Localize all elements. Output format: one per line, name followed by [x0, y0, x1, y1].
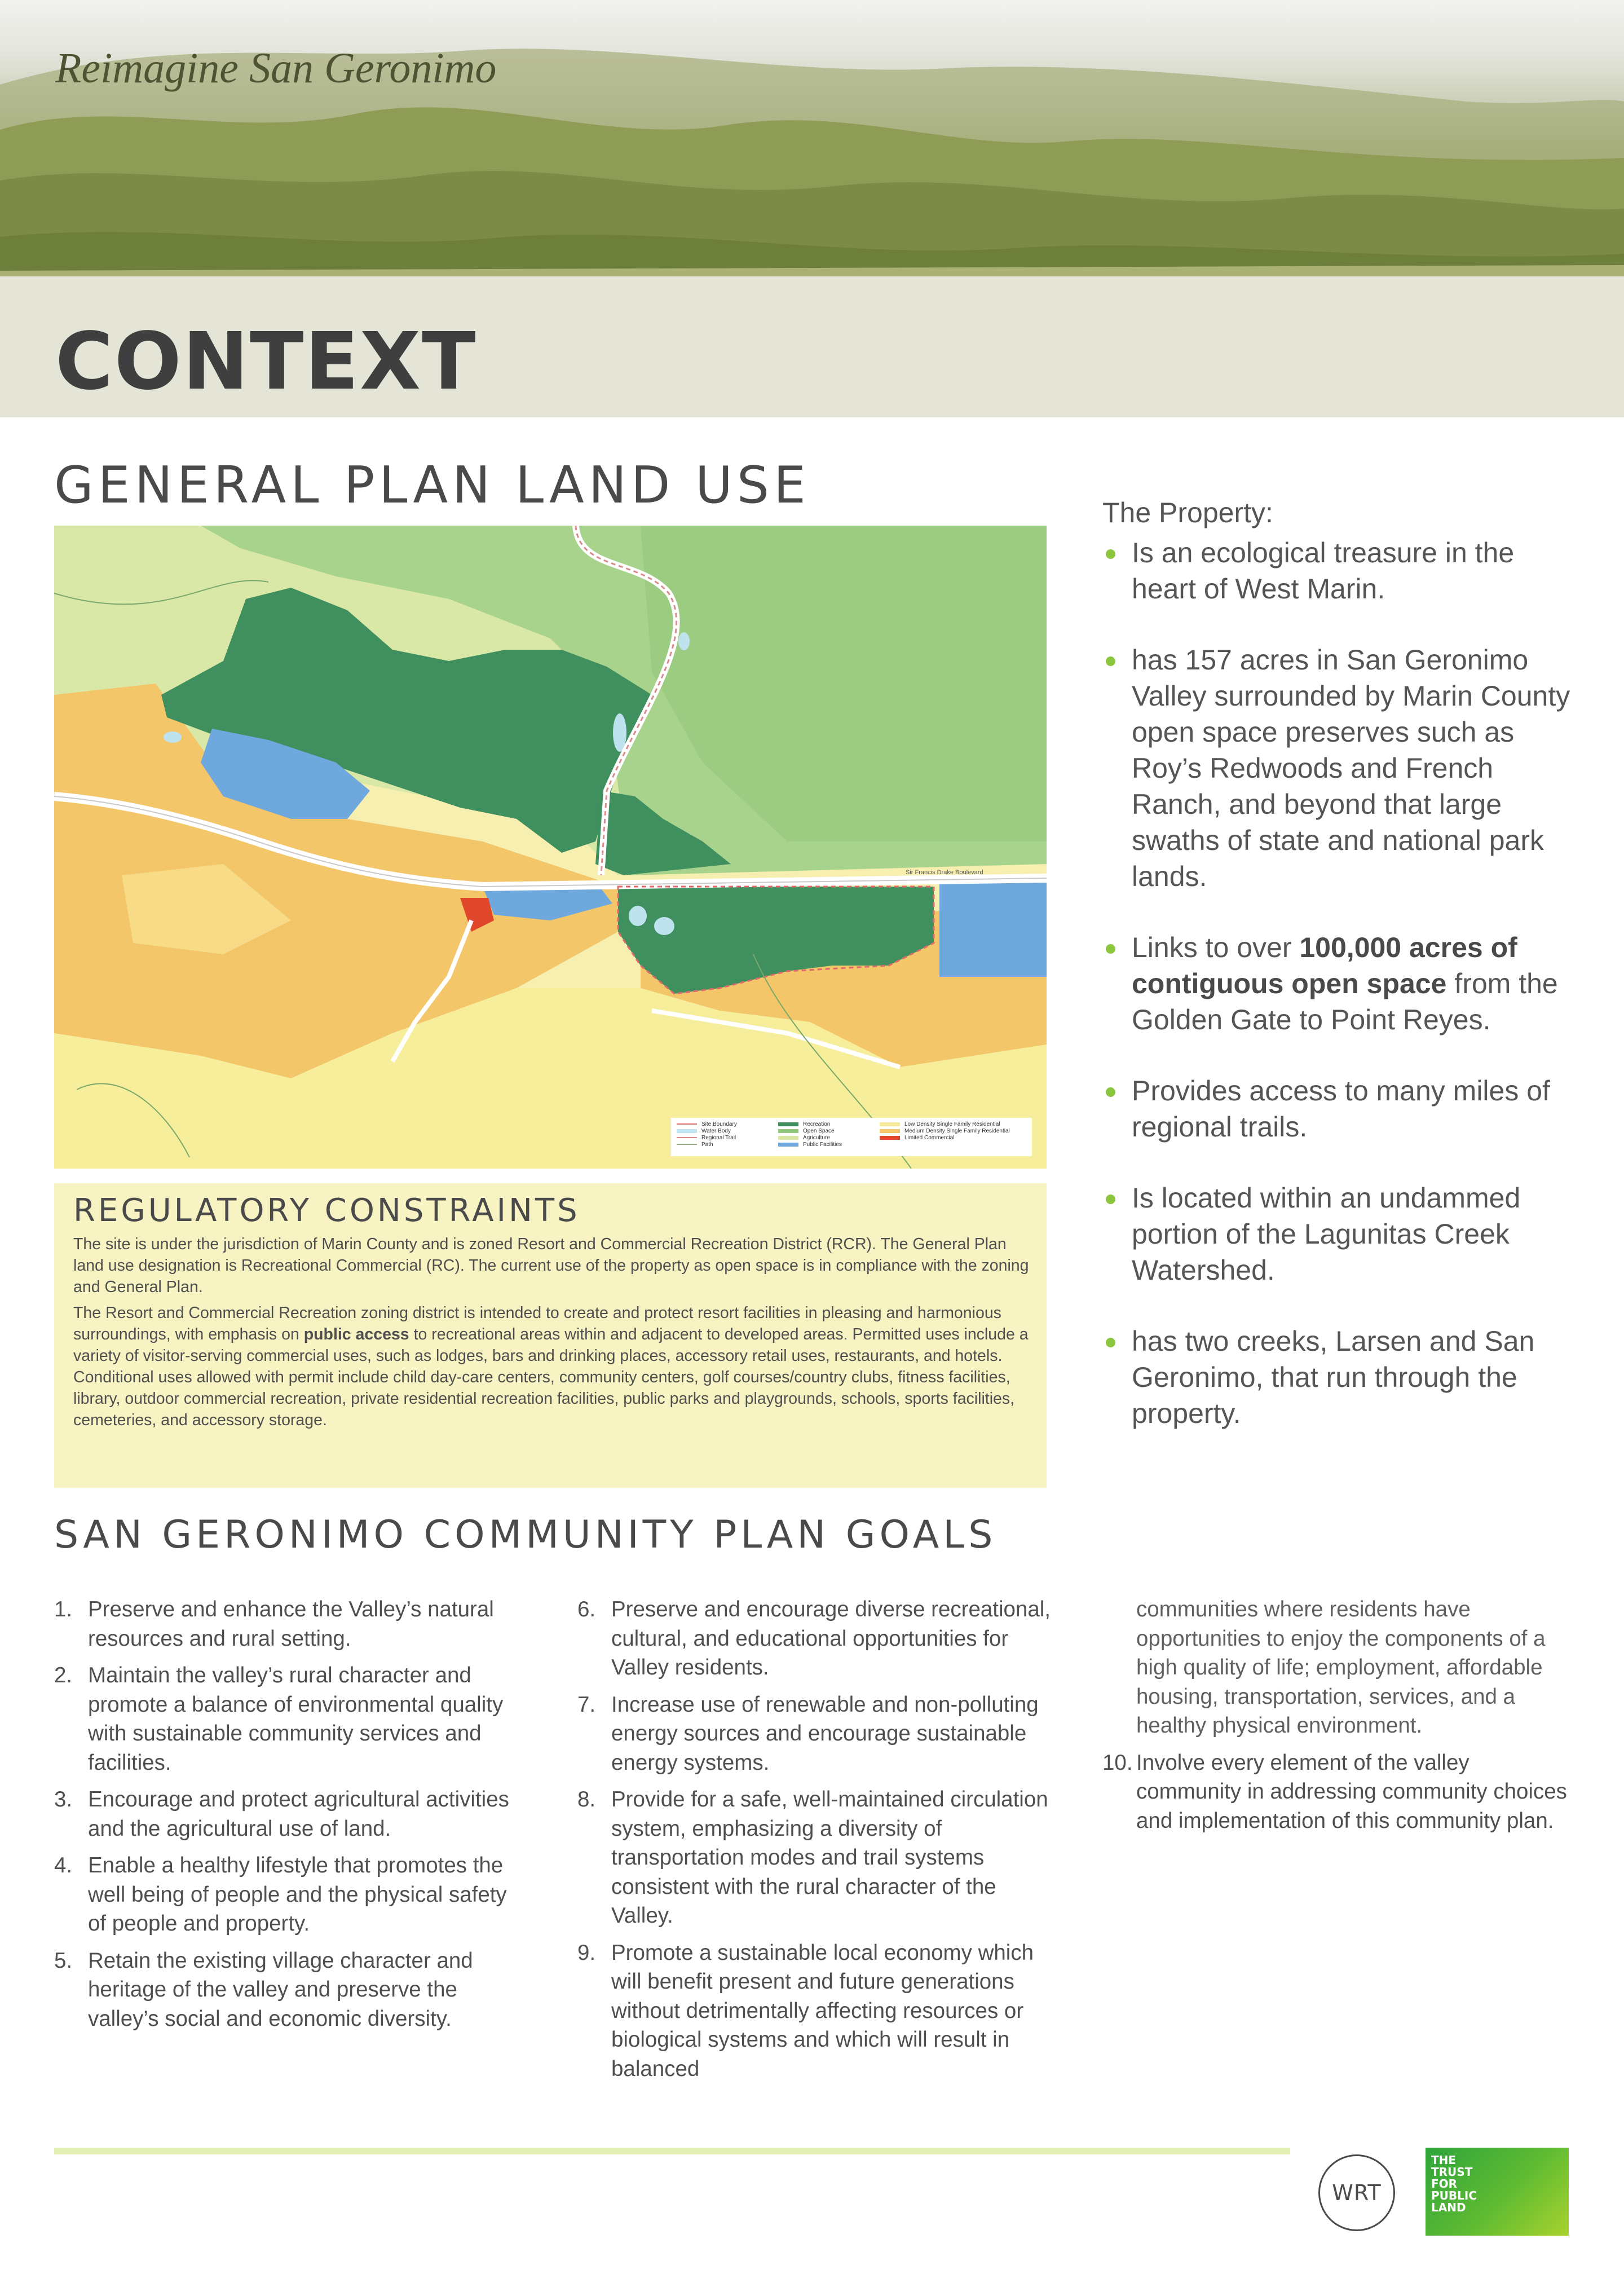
land-use-heading: GENERAL PLAN LAND USE [54, 456, 810, 515]
wrt-logo: WRT [1318, 2154, 1395, 2231]
regulatory-paragraph-2: The Resort and Commercial Recreation zoning district is intended to create and protect resort facilities in pleasing and harmonious surroundings, with emphasis on public access to recreational areas within and adjacent to developed areas. Permitted uses include a variety of visitor-serving commercial uses, such as lodges, bars and drinking places, accessory retail uses, restaurants, and hotels. Conditional uses allowed with permit include child day-care centers, community centers, golf courses/country clubs, fitness facilities, library, outdoor commercial recreation, private residential recreation facilities, public parks and playgrounds, schools, sports facilities, cemeteries, and accessory storage. [73, 1304, 1029, 1429]
series-title: Reimagine San Geronimo [55, 45, 497, 92]
legend-swatch [778, 1122, 798, 1126]
land-use-map-graphic [54, 526, 1047, 1169]
property-bullet: has 157 acres in San Geronimo Valley surrounded by Marin County open space preserves such as Roy’s Redwoods and French Ranch, and beyond that large swaths of state and national park lands. [1102, 642, 1576, 894]
map-legend [671, 1118, 1032, 1156]
property-bullet: Links to over 100,000 acres of contiguous open space from the Golden Gate to Point Reyes. [1102, 929, 1576, 1038]
legend-swatch [677, 1137, 697, 1138]
goal-item: communities where residents have opportunities to enjoy the components of a high quality of life; employment, affordable housing, transportation, services, and a healthy physical environment. [1136, 1597, 1546, 1738]
legend-item: Path [677, 1142, 737, 1148]
goal-item: 3. Encourage and protect agricultural activities and the agricultural use of land. [54, 1787, 509, 1841]
property-column [1102, 496, 1576, 1466]
goals-column-3 [1102, 1595, 1576, 1843]
legend-swatch [677, 1144, 697, 1145]
property-lead: The Property: [1102, 497, 1273, 528]
legend-item: Limited Commercial [880, 1135, 1010, 1142]
property-bullet: Provides access to many miles of regional trails. [1102, 1073, 1576, 1145]
goal-item: 5. Retain the existing village character and heritage of the valley and preserve the valley’s social and economic diversity. [54, 1948, 473, 2031]
goal-item: 1. Preserve and enhance the Valley’s natural resources and rural setting. [54, 1597, 494, 1651]
goal-item: 8. Provide for a safe, well-maintained circulation system, emphasizing a diversity of transportation modes and trail systems consistent with the rural character of the Valley. [577, 1787, 1048, 1928]
regulatory-heading: REGULATORY CONSTRAINTS [73, 1192, 580, 1229]
goal-item: 4. Enable a healthy lifestyle that promotes the well being of people and the physical safety of people and property. [54, 1853, 507, 1936]
regulatory-paragraph-1: The site is under the jurisdiction of Marin County and is zoned Resort and Commercial Recreation District (RCR). The General Plan land use designation is Recreational Commercial (RC). The current use of the property as open space is in compliance with the zoning and General Plan. [73, 1235, 1029, 1296]
goals-heading: SAN GERONIMO COMMUNITY PLAN GOALS [54, 1513, 997, 1557]
legend-item: Agriculture [778, 1135, 842, 1142]
goals-column-2 [577, 1595, 1051, 2091]
goals-column-1 [54, 1595, 528, 2041]
footer-rule [54, 2148, 1290, 2154]
legend-item: Site Boundary [677, 1121, 737, 1128]
property-bullet: Is an ecological treasure in the heart of West Marin. [1102, 535, 1576, 607]
legend-item: Recreation [778, 1121, 842, 1128]
legend-swatch [778, 1129, 798, 1133]
regulatory-panel [54, 1183, 1047, 1488]
property-bullet: Is located within an undammed portion of the Lagunitas Creek Watershed. [1102, 1180, 1576, 1288]
legend-swatch [778, 1143, 798, 1147]
property-bullet-list [1102, 535, 1576, 1431]
legend-swatch [880, 1122, 900, 1126]
legend-swatch [677, 1123, 697, 1125]
goal-item: 7. Increase use of renewable and non-polluting energy sources and encourage sustainable energy systems. [577, 1692, 1039, 1775]
legend-item: Water Body [677, 1128, 737, 1135]
goal-item: 2. Maintain the valley’s rural character and promote a balance of environmental quality with sustainable community services and facilities. [54, 1663, 504, 1775]
legend-swatch [677, 1129, 697, 1133]
legend-swatch [880, 1129, 900, 1133]
property-bullet: has two creeks, Larsen and San Geronimo, that run through the property. [1102, 1323, 1576, 1431]
goal-item: 6. Preserve and encourage diverse recreational, cultural, and educational opportunities for Valley residents. [577, 1597, 1051, 1680]
legend-item: Regional Trail [677, 1135, 737, 1142]
goal-item: 9. Promote a sustainable local economy which will benefit present and future generations without detrimentally affecting resources or biological systems and which will result in balanced [577, 1940, 1034, 2081]
legend-swatch [778, 1136, 798, 1140]
public-access-emphasis: public access [303, 1325, 409, 1343]
trust-for-public-land-logo: THE TRUST FOR PUBLIC LAND [1426, 2148, 1569, 2236]
legend-item: Medium Density Single Family Residential [880, 1128, 1010, 1135]
legend-swatch [880, 1136, 900, 1140]
legend-item: Open Space [778, 1128, 842, 1135]
legend-item: Public Facilities [778, 1142, 842, 1148]
land-use-map [54, 526, 1047, 1169]
goal-item: 10. Involve every element of the valley community in addressing community choices and implementation of this community plan. [1102, 1750, 1567, 1833]
road-label: Sir Francis Drake Boulevard [906, 869, 983, 876]
legend-item: Low Density Single Family Residential [880, 1121, 1010, 1128]
hero-banner [0, 0, 1624, 417]
page-title: CONTEXT [55, 316, 477, 408]
